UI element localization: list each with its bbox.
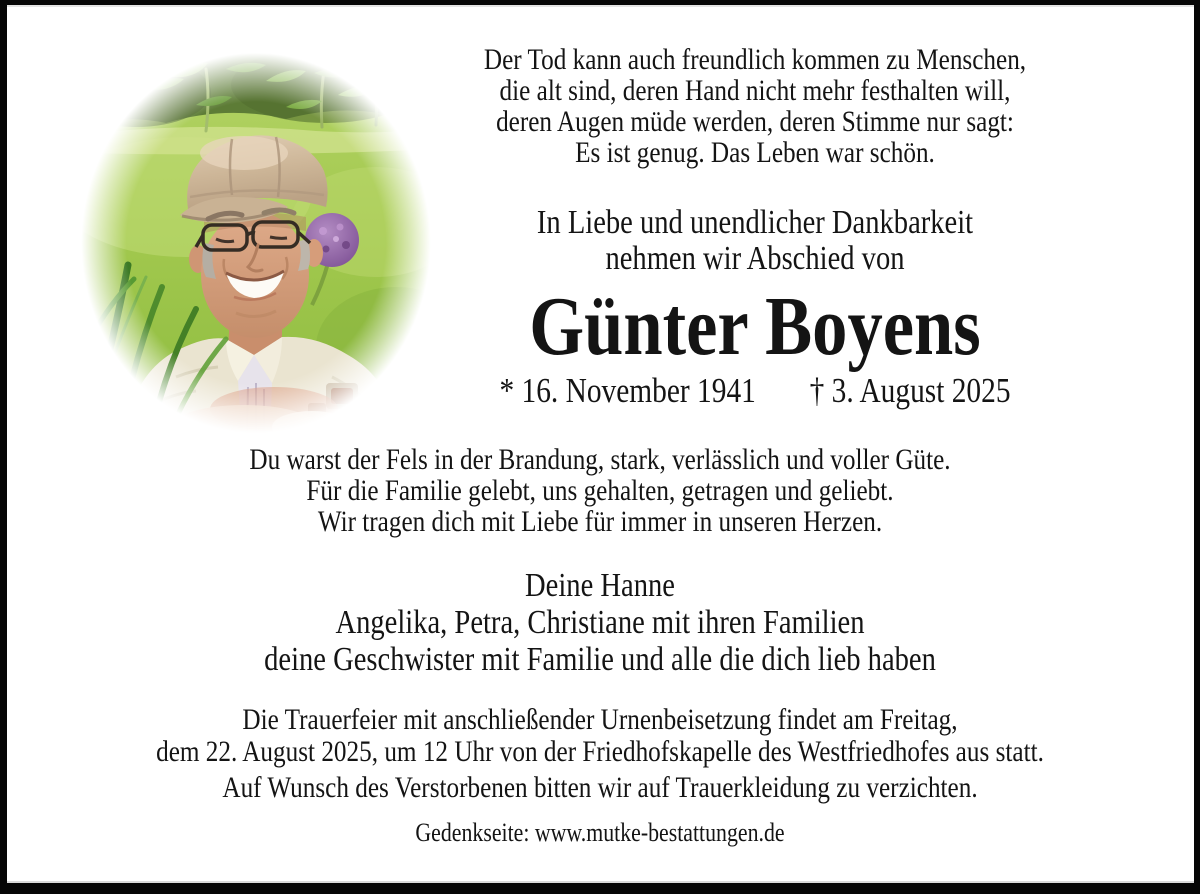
frame-bottom-bar bbox=[0, 883, 1200, 894]
death-date: † 3. August 2025 bbox=[809, 371, 1011, 410]
tribute-line: Du warst der Fels in der Brandung, stark, verlässlich und voller Güte. bbox=[249, 443, 951, 476]
opening-verse bbox=[474, 44, 1037, 168]
farewell-intro bbox=[474, 205, 1037, 277]
tribute-line: Für die Familie gelebt, uns gehalten, getragen und geliebt. bbox=[306, 474, 894, 507]
mourner-line: Deine Hanne bbox=[525, 567, 675, 604]
verse-line: Der Tod kann auch freundlich kommen zu Menschen, bbox=[483, 43, 1027, 76]
mourner-line: deine Geschwister mit Familie und alle die dich lieb haben bbox=[264, 641, 936, 678]
scan-edge-top bbox=[0, 5, 1200, 7]
memorial-site-line bbox=[130, 819, 1071, 847]
memorial-label: Gedenkseite: bbox=[415, 818, 530, 847]
frame-top-bar bbox=[0, 0, 1200, 5]
tribute-verse bbox=[130, 444, 1071, 537]
mourner-line: Angelika, Petra, Christiane mit ihren Familien bbox=[335, 604, 865, 641]
tribute-line: Wir tragen dich mit Liebe für immer in unseren Herzen. bbox=[317, 505, 883, 538]
verse-line: die alt sind, deren Hand nicht mehr festhalten will, bbox=[499, 74, 1011, 107]
memorial-url: www.mutke-bestattungen.de bbox=[534, 818, 785, 847]
oval-vignette bbox=[76, 47, 436, 439]
clothing-note: Auf Wunsch des Verstorbenen bitten wir auf Trauerkleidung zu verzichten. bbox=[222, 771, 978, 804]
farewell-line: In Liebe und unendlicher Dankbarkeit bbox=[536, 204, 974, 241]
deceased-name: Günter Boyens bbox=[529, 280, 981, 373]
verse-line: deren Augen müde werden, deren Stimme nur sagt: bbox=[496, 105, 1014, 138]
portrait-photo bbox=[76, 47, 436, 439]
frame-right-bar bbox=[1194, 0, 1200, 894]
frame-left-bar bbox=[0, 0, 7, 894]
life-dates bbox=[474, 373, 1037, 409]
service-info bbox=[130, 704, 1071, 768]
farewell-line: nehmen wir Abschied von bbox=[605, 240, 905, 277]
service-line: dem 22. August 2025, um 12 Uhr von der Friedhofskapelle des Westfriedhofes aus statt. bbox=[156, 735, 1044, 768]
birth-date: * 16. November 1941 bbox=[499, 371, 756, 410]
service-line: Die Trauerfeier mit anschließender Urnenbeisetzung findet am Freitag, bbox=[242, 703, 958, 736]
mourners-list bbox=[130, 567, 1071, 678]
verse-line: Es ist genug. Das Leben war schön. bbox=[575, 136, 935, 169]
